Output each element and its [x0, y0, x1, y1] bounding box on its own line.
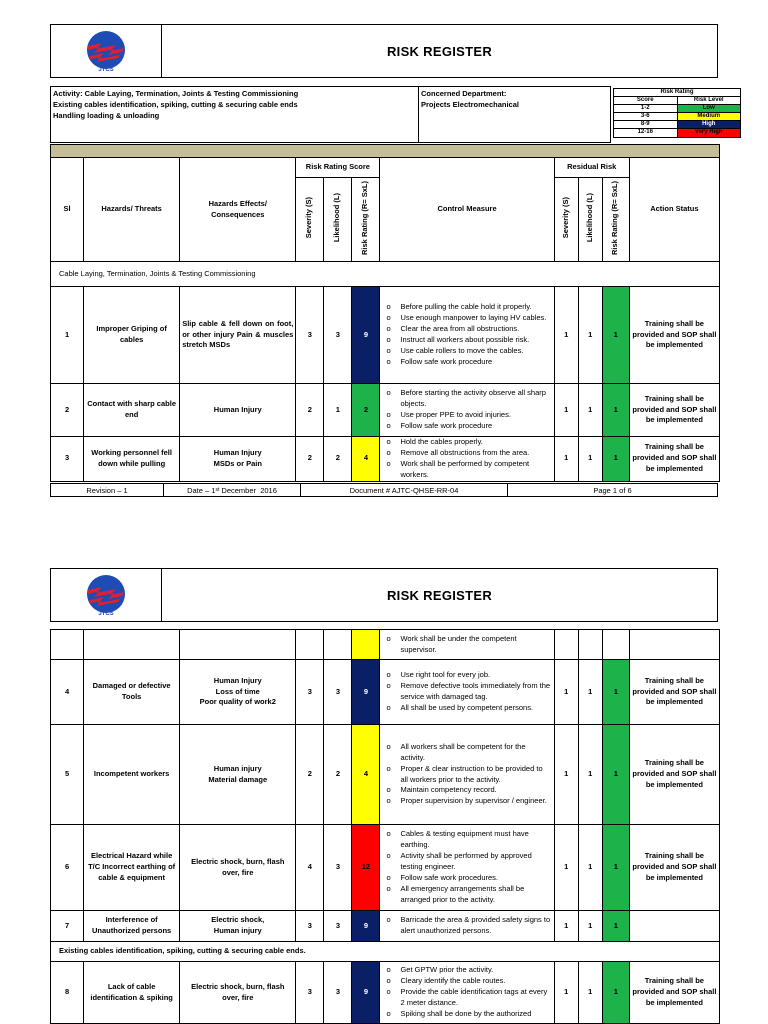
row-control-measures	[380, 384, 554, 437]
row-action-status: Training shall be provided and SOP shall be implemented	[629, 962, 719, 1024]
svg-text:JTCS: JTCS	[98, 67, 114, 73]
row-control-measures	[380, 725, 554, 825]
control-item: o Work shall be performed by competent workers.	[400, 459, 551, 481]
row-control-measures	[380, 630, 554, 660]
activity-line-2: Existing cables identification, spiking, cutting & securing cable ends	[53, 99, 298, 109]
page-2	[50, 568, 718, 1024]
control-item: o Follow safe work procedure	[400, 421, 551, 432]
table-row	[51, 962, 720, 1024]
row-control-measures	[380, 437, 554, 482]
row-hazard: Electrical Hazard while T/C Incorrect earthing of cable & equipment	[84, 825, 180, 911]
page-1	[50, 24, 724, 502]
effect-line: Electric shock,	[211, 915, 265, 925]
row-severity: 3	[296, 962, 324, 1024]
row-res-risk-rating: 1	[602, 384, 629, 437]
row-likelihood: 3	[324, 287, 352, 384]
row-hazard: Contact with sharp cable end	[84, 384, 180, 437]
table-row	[51, 630, 720, 660]
control-item: o Clear the area from all obstructions.	[400, 324, 551, 335]
row-hazard: Damaged or defective Tools	[84, 660, 180, 725]
legend-score: 12-16	[614, 129, 678, 137]
company-logo	[51, 25, 162, 77]
row-severity: 2	[296, 725, 324, 825]
activity-info	[50, 86, 724, 143]
col-header-action: Action Status	[629, 158, 719, 262]
footer-date	[164, 484, 301, 496]
row-action-status: Training shall be provided and SOP shall be implemented	[629, 725, 719, 825]
col-header-severity: Severity (S)	[304, 196, 314, 239]
legend-title: Risk Rating	[614, 88, 741, 96]
control-item: o Use right tool for every job.	[400, 670, 551, 681]
row-hazard: Improper Griping of cables	[84, 287, 180, 384]
row-res-severity: 1	[554, 437, 578, 482]
row-res-likelihood: 1	[578, 962, 602, 1024]
control-item: o Before pulling the cable hold it properly.	[400, 302, 551, 313]
table-row	[51, 660, 720, 725]
row-action-status: Training shall be provided and SOP shall be implemented	[629, 287, 719, 384]
control-item: o Use proper PPE to avoid injuries.	[400, 410, 551, 421]
row-sl: 1	[51, 287, 84, 384]
footer-page: Page 1 of 6	[593, 485, 632, 495]
row-severity: 3	[296, 911, 324, 942]
row-res-likelihood: 1	[578, 911, 602, 942]
control-item: o Use cable rollers to move the cables.	[400, 346, 551, 357]
row-action-status: Training shall be provided and SOP shall be implemented	[629, 825, 719, 911]
row-hazard: Interference of Unauthorized persons	[84, 911, 180, 942]
row-sl: 8	[51, 962, 84, 1024]
effect-line: Human injury	[213, 926, 262, 935]
row-action-status: Training shall be provided and SOP shall be implemented	[629, 384, 719, 437]
control-item: o Use enough manpower to laying HV cables.	[400, 313, 551, 324]
footer-date-suffix: December 2016	[219, 485, 277, 495]
department-value: Projects Electromechanical	[421, 99, 519, 109]
activity-line-1: Activity: Cable Laying, Termination, Joints & Testing Commissioning	[53, 89, 299, 98]
table-row	[51, 287, 720, 384]
row-effect	[180, 660, 296, 725]
table-row	[51, 384, 720, 437]
row-risk-rating: 9	[352, 962, 380, 1024]
row-effect: Slip cable & fell down on foot, or other injury Pain & muscles stretch MSDs	[180, 287, 296, 384]
page-footer	[50, 483, 718, 497]
row-sl: 3	[51, 437, 84, 482]
row-sl: 7	[51, 911, 84, 942]
row-action-status	[629, 911, 719, 942]
control-item: o All emergency arrangements shall be arranged prior to the activity.	[400, 884, 551, 906]
row-control-measures	[380, 962, 554, 1024]
row-effect	[180, 911, 296, 942]
row-severity: 4	[296, 825, 324, 911]
row-likelihood: 3	[324, 962, 352, 1024]
legend-level-medium: Medium	[677, 113, 741, 121]
row-effect	[180, 437, 296, 482]
row-risk-rating: 9	[352, 911, 380, 942]
row-risk-rating: 12	[352, 825, 380, 911]
svg-text:JTCS: JTCS	[98, 611, 114, 617]
col-header-sl: Sl	[51, 158, 84, 262]
row-res-risk-rating: 1	[602, 825, 629, 911]
row-sl: 5	[51, 725, 84, 825]
row-hazard: Incompetent workers	[84, 725, 180, 825]
col-header-effects: Hazards Effects/ Consequences	[180, 158, 296, 262]
footer-date-prefix: Date – 1	[187, 485, 216, 495]
row-action-status: Training shall be provided and SOP shall be implemented	[629, 437, 719, 482]
footer-date-sup: st	[215, 487, 220, 493]
legend-score: 8-9	[614, 121, 678, 129]
row-risk-rating: 4	[352, 437, 380, 482]
row-control-measures	[380, 911, 554, 942]
row-likelihood: 3	[324, 660, 352, 725]
legend-level-high: High	[677, 121, 741, 129]
page-title: RISK REGISTER	[386, 587, 493, 603]
row-likelihood: 2	[324, 437, 352, 482]
row-risk-rating	[352, 630, 380, 660]
row-sl: 6	[51, 825, 84, 911]
row-risk-rating: 9	[352, 660, 380, 725]
row-control-measures	[380, 660, 554, 725]
table-row	[51, 911, 720, 942]
col-header-control: Control Measure	[380, 158, 554, 262]
row-res-likelihood: 1	[578, 825, 602, 911]
row-control-measures	[380, 825, 554, 911]
row-likelihood: 3	[324, 911, 352, 942]
control-item: o Proper supervision by supervisor / engineer.	[400, 796, 551, 807]
effect-line: MSDs or Pain	[213, 458, 262, 468]
risk-rating-legend	[613, 88, 741, 138]
row-res-risk-rating: 1	[602, 437, 629, 482]
row-res-likelihood: 1	[578, 660, 602, 725]
header-band	[51, 145, 720, 158]
control-item: o Follow safe work procedure	[400, 357, 551, 368]
legend-score: 1-2	[614, 104, 678, 112]
row-res-likelihood: 1	[578, 725, 602, 825]
effect-line: Loss of time	[215, 686, 260, 696]
control-item: o Proper & clear instruction to be provided to all workers prior to the activity.	[400, 764, 551, 786]
table-row	[51, 825, 720, 911]
row-sl: 2	[51, 384, 84, 437]
page-header	[50, 568, 718, 622]
row-likelihood: 2	[324, 725, 352, 825]
row-res-risk-rating: 1	[602, 962, 629, 1024]
effect-line: Human Injury	[213, 447, 262, 457]
row-res-severity: 1	[554, 725, 578, 825]
row-likelihood: 1	[324, 384, 352, 437]
legend-level-header: Risk Level	[677, 96, 741, 104]
row-effect: Human Injury	[180, 384, 296, 437]
row-effect: Electric shock, burn, flash over, fire	[180, 962, 296, 1024]
col-header-hazards: Hazards/ Threats	[84, 158, 180, 262]
section-heading: Existing cables identification, spiking, cutting & securing cable ends.	[51, 942, 720, 962]
section-heading: Cable Laying, Termination, Joints & Testing Commissioning	[51, 262, 720, 287]
col-header-risk-score: Risk Rating Score	[296, 158, 380, 178]
control-item: o Follow safe work procedures.	[400, 873, 551, 884]
col-header-res-risk-rating: Risk Rating (R= SxL)	[610, 180, 620, 255]
row-res-likelihood: 1	[578, 384, 602, 437]
control-item: o All workers shall be competent for the activity.	[400, 742, 551, 764]
effect-line: Material damage	[208, 774, 268, 784]
control-item: o Before starting the activity observe all sharp objects.	[400, 388, 551, 410]
row-res-severity: 1	[554, 962, 578, 1024]
control-item: o Barricade the area & provided safety signs to alert unauthorized persons.	[400, 915, 551, 937]
page-title: RISK REGISTER	[386, 43, 493, 59]
control-item: o Provide the cable identification tags at every 2 meter distance.	[400, 987, 551, 1009]
risk-register-table	[50, 144, 720, 482]
row-res-risk-rating: 1	[602, 287, 629, 384]
row-res-severity: 1	[554, 660, 578, 725]
legend-score-header: Score	[614, 96, 678, 104]
risk-register-table-continued	[50, 629, 720, 1024]
row-risk-rating: 4	[352, 725, 380, 825]
row-res-severity: 1	[554, 384, 578, 437]
row-action-status: Training shall be provided and SOP shall be implemented	[629, 660, 719, 725]
control-item: o Instruct all workers about possible risk.	[400, 335, 551, 346]
row-severity: 2	[296, 384, 324, 437]
row-res-likelihood: 1	[578, 437, 602, 482]
effect-line: Human Injury	[213, 675, 262, 685]
row-res-risk-rating: 1	[602, 911, 629, 942]
control-item: o Hold the cables properly.	[400, 437, 551, 448]
row-res-severity: 1	[554, 911, 578, 942]
row-res-severity: 1	[554, 825, 578, 911]
row-res-severity: 1	[554, 287, 578, 384]
col-header-risk-rating: Risk Rating (R= SxL)	[360, 180, 370, 255]
control-item: o Spiking shall be done by the authorized	[400, 1009, 551, 1020]
row-effect	[180, 725, 296, 825]
control-item: o Remove defective tools immediately from the service with damaged tag.	[400, 681, 551, 703]
row-severity: 3	[296, 287, 324, 384]
control-item: o Work shall be under the competent supervisor.	[400, 634, 551, 656]
activity-line-3: Handling loading & unloading	[53, 110, 160, 120]
row-likelihood: 3	[324, 825, 352, 911]
legend-level-low: Low	[677, 104, 741, 112]
row-hazard: Lack of cable identification & spiking	[84, 962, 180, 1024]
effect-line: Human injury	[213, 763, 262, 773]
legend-level-very-high: Very High	[677, 129, 741, 137]
control-item: o Cleary identify the cable routes.	[400, 976, 551, 987]
legend-score: 3-6	[614, 113, 678, 121]
row-res-risk-rating: 1	[602, 660, 629, 725]
table-row	[51, 437, 720, 482]
footer-document: Document # AJTC-QHSE-RR-04	[301, 484, 508, 496]
row-risk-rating: 2	[352, 384, 380, 437]
col-header-likelihood: Likelihood (L)	[332, 192, 342, 243]
row-severity: 2	[296, 437, 324, 482]
table-row	[51, 725, 720, 825]
row-risk-rating: 9	[352, 287, 380, 384]
col-header-res-severity: Severity (S)	[560, 196, 570, 239]
row-severity: 3	[296, 660, 324, 725]
row-hazard: Working personnel fell down while pulling	[84, 437, 180, 482]
page-header	[50, 24, 718, 78]
control-item: o Maintain competency record.	[400, 785, 551, 796]
row-control-measures	[380, 287, 554, 384]
row-res-likelihood: 1	[578, 287, 602, 384]
control-item: o Cables & testing equipment must have earthing.	[400, 829, 551, 851]
row-effect: Electric shock, burn, flash over, fire	[180, 825, 296, 911]
row-res-risk-rating: 1	[602, 725, 629, 825]
control-item: o Remove all obstructions from the area.	[400, 448, 551, 459]
row-sl: 4	[51, 660, 84, 725]
control-item: o All shall be used by competent persons.	[400, 703, 551, 714]
department-label: Concerned Department:	[421, 89, 507, 98]
company-logo	[51, 569, 162, 621]
effect-line: Poor quality of work2	[199, 697, 276, 707]
control-item: o Get GPTW prior the activity.	[400, 965, 551, 976]
footer-revision: Revision – 1	[51, 484, 164, 496]
col-header-residual: Residual Risk	[554, 158, 629, 178]
control-item: o Activity shall be performed by approved testing engineer.	[400, 851, 551, 873]
col-header-res-likelihood: Likelihood (L)	[584, 192, 594, 243]
